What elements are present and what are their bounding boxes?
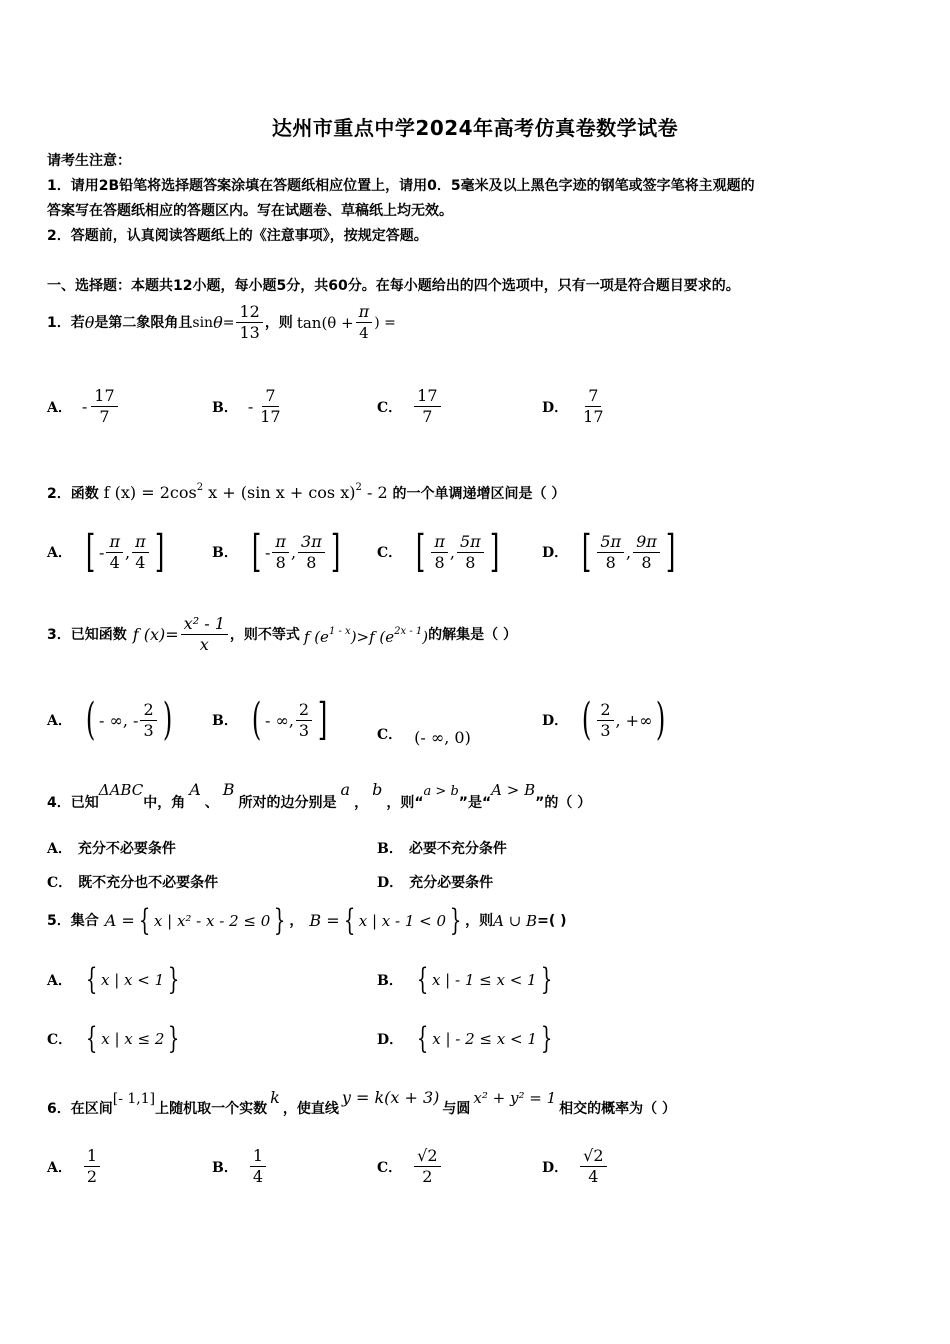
left-brace: { [416, 1021, 429, 1056]
numerator: 12 [236, 302, 262, 323]
option-label: B． [212, 545, 238, 561]
option-text: 既不充分也不必要条件 [78, 875, 219, 891]
option-label: C． [47, 875, 73, 891]
fraction [296, 700, 312, 741]
section-heading: 一、选择题：本题共12小题，每小题5分，共60分。在每小题给出的四个选项中，只有一项是符合题目要求的。 [47, 278, 740, 294]
q5-option-a[interactable] [47, 962, 183, 997]
q2-option-a[interactable] [47, 526, 168, 577]
denominator: 3 [600, 720, 611, 740]
numerator: 1 [84, 1146, 100, 1167]
q4-text: 4．已知 [47, 795, 99, 811]
q1-option-c[interactable] [377, 386, 443, 427]
option-fraction [91, 386, 117, 427]
right-brace: } [540, 1021, 553, 1056]
fraction [597, 532, 624, 573]
numerator: 2 [597, 700, 613, 721]
numerator: 17 [414, 386, 440, 407]
left-paren: ( [582, 694, 592, 745]
option-text: 充分必要条件 [409, 875, 494, 891]
q4-side-b: b [372, 780, 383, 799]
q5-option-c[interactable] [47, 1021, 184, 1056]
option-fraction [250, 1146, 266, 1187]
denominator: 17 [260, 407, 281, 426]
option-label: B． [212, 713, 238, 729]
numerator: 7 [262, 386, 278, 407]
q5-option-d[interactable] [377, 1021, 556, 1056]
q4-option-b[interactable] [377, 839, 507, 859]
set-body: x | - 1 ≤ x < 1 [431, 971, 537, 989]
q3-text: ，则不等式 [229, 626, 300, 643]
q6-text: 相交的概率为（ ） [559, 1101, 676, 1117]
page-title: 达州市重点中学2024年高考仿真卷数学试卷 [271, 116, 679, 140]
q6-text: 与圆 [442, 1101, 471, 1117]
option-label: A． [47, 1159, 72, 1176]
q1-pi-over-4 [356, 302, 373, 343]
q1-tan: tan(θ + [296, 313, 354, 332]
q1-option-d[interactable] [542, 386, 609, 427]
q5-set-b-label: B = [309, 911, 340, 930]
q3-inequality [304, 622, 428, 647]
option-fraction [84, 1146, 100, 1187]
fraction [140, 700, 156, 741]
set [82, 962, 183, 997]
option-label: C． [377, 726, 403, 743]
interval: [ - $\frac{\pi}{8}$ , $\frac{3\pi}{8}$ ] [251, 526, 341, 577]
right-bracket: ] [665, 526, 676, 577]
set-body: x | x < 1 [100, 971, 165, 989]
q4-angle-b: B [222, 780, 235, 799]
q5-text: 5．集合 [47, 913, 99, 929]
option-label: C． [377, 399, 403, 416]
q3-option-a[interactable] [47, 694, 176, 745]
q5-set-a [135, 903, 290, 938]
option-sign: - [81, 397, 88, 416]
q4-comma: ， [354, 795, 369, 811]
option-label: D． [542, 545, 569, 561]
set-body: x | - 2 ≤ x < 1 [432, 1030, 537, 1048]
q3-ineq-b: )>f (e [350, 628, 395, 646]
q5-set-b [340, 903, 466, 938]
q6-option-a[interactable] [47, 1146, 102, 1187]
option-label: C． [377, 545, 403, 561]
q2-option-b[interactable] [212, 526, 344, 577]
q1-theta: θ [84, 312, 95, 332]
left-bracket: [ [416, 526, 426, 577]
option-label: D． [542, 399, 569, 416]
interval [578, 694, 669, 745]
q6-option-d[interactable] [542, 1146, 609, 1187]
q1-option-a[interactable] [47, 386, 120, 427]
denominator: 3 [298, 720, 310, 740]
q4-side-a: a [340, 780, 351, 799]
question-1 [47, 302, 396, 343]
right-paren: ] [317, 694, 328, 745]
left-bracket: [ [582, 526, 592, 577]
q6-circle-equation: x² + y² = 1 [473, 1089, 557, 1107]
q1-option-b[interactable] [212, 386, 286, 427]
q6-line-equation: y = k(x + 3) [341, 1088, 440, 1107]
q4-text: 所对的边分别是 [238, 795, 337, 811]
q1-eq: = [222, 314, 235, 331]
q1-theta: θ [213, 312, 223, 332]
prefix: - ∞, - [99, 710, 139, 730]
numerator: 7 [585, 386, 601, 407]
q3-option-c[interactable] [377, 720, 471, 747]
option-label: C． [377, 1159, 403, 1176]
q5-set-b-body: x | x - 1 < 0 [358, 912, 447, 930]
set [82, 1021, 183, 1056]
notice-line-3: 2．答题前，认真阅读答题纸上的《注意事项》，按规定答题。 [47, 228, 428, 244]
q1-tan-end: ) = [374, 314, 396, 331]
q3-text: 3．已知函数 [47, 626, 127, 643]
prefix: - ∞, [265, 710, 294, 730]
q6-text: 6．在区间 [47, 1101, 113, 1117]
q5-set-a-body: x | x² - x - 2 ≤ 0 [153, 912, 271, 930]
question-3 [47, 614, 517, 655]
option-label: D． [542, 713, 569, 729]
q5-option-b[interactable] [377, 962, 556, 997]
right-brace: } [167, 962, 180, 997]
option-label: A． [47, 545, 72, 561]
q2-text: 的一个单调递增区间是（ ） [392, 486, 566, 502]
left-paren: ( [85, 694, 96, 745]
q6-text: 上随机取一个实数 [155, 1101, 268, 1117]
right-paren: ) [162, 694, 172, 745]
q3-text: 的解集是（ ） [428, 626, 518, 643]
left-brace: { [416, 962, 429, 997]
q1-text: 1．若 [47, 314, 85, 331]
q4-angle-a: A [189, 780, 201, 799]
q6-k: k [270, 1088, 280, 1107]
q4-text: ”的（ ） [535, 795, 592, 811]
denominator: 7 [99, 407, 110, 426]
q1-fraction [236, 302, 262, 343]
option-fraction [580, 1146, 606, 1187]
numerator: π [431, 532, 448, 553]
q5-comma: ， [289, 913, 304, 929]
q1-text: ，则 [264, 314, 293, 331]
left-brace: { [138, 903, 151, 938]
denominator: 2 [422, 1167, 433, 1186]
question-5 [47, 903, 567, 938]
numerator: 17 [91, 386, 117, 407]
denominator: 8 [275, 552, 286, 572]
denominator: 8 [465, 552, 476, 572]
question-4 [47, 780, 591, 820]
numerator: 9π [633, 532, 660, 553]
option-fraction [414, 1146, 440, 1187]
q4-option-a[interactable] [47, 839, 176, 859]
q4-option-c[interactable] [47, 873, 218, 893]
option-fraction [580, 386, 606, 427]
denominator: 4 [252, 1167, 264, 1186]
denominator: 4 [588, 1167, 599, 1186]
set [413, 962, 556, 997]
fraction [106, 532, 123, 573]
q3-exp-2: 2x - 1 [394, 626, 423, 637]
q6-interval: [- 1,1] [112, 1091, 156, 1107]
fraction [298, 532, 325, 573]
right-bracket: ] [154, 526, 164, 577]
notice-line-1: 1．请用2B铅笔将选择题答案涂填在答题纸相应位置上，请用0．5毫米及以上黑色字迹的钢笔或签字笔将主观题的 [47, 178, 755, 194]
q4-sep: 、 [204, 795, 219, 811]
numerator: √2 [580, 1146, 606, 1167]
q6-option-c[interactable] [377, 1146, 443, 1187]
right-brace: } [274, 903, 286, 938]
interval: [ $\frac{\pi}{8}$ , $\frac{5\pi}{8}$ ] [416, 526, 499, 577]
option-label: A． [47, 399, 72, 416]
question-6 [47, 1088, 676, 1128]
denominator: 8 [434, 552, 445, 572]
q6-text: ，使直线 [282, 1101, 339, 1117]
q5-union: A ∪ B [493, 912, 538, 930]
right-brace: } [449, 903, 462, 938]
q2-option-c[interactable] [377, 526, 503, 577]
q6-option-b[interactable] [212, 1146, 268, 1187]
fraction [272, 532, 289, 573]
q2-mid: x + (sin x + cos x) [203, 483, 356, 502]
denominator: 4 [109, 552, 120, 572]
suffix: , +∞ [615, 710, 653, 730]
q4-condition-1: a > b [423, 784, 459, 799]
left-brace: { [85, 1021, 98, 1056]
option-fraction [257, 386, 283, 427]
interval [248, 694, 331, 745]
option-label: B． [377, 973, 403, 989]
option-label: C． [47, 1032, 73, 1048]
option-label: A． [47, 973, 72, 989]
numerator: 1 [250, 1146, 266, 1167]
q2-text: 2．函数 [47, 486, 99, 502]
denominator: 3 [143, 720, 154, 740]
fraction [457, 532, 484, 573]
left-brace: { [85, 962, 98, 997]
numerator: 2 [296, 700, 312, 721]
q3-f: f (x)= [132, 624, 179, 644]
option-label: D． [377, 1032, 404, 1048]
q4-text: 中，角 [143, 795, 186, 811]
q2-formula [104, 483, 388, 502]
denominator: 4 [359, 324, 369, 342]
q5-text: =( ) [537, 913, 567, 929]
q3-ineq-c: ) [422, 628, 429, 646]
q3-option-b[interactable] [212, 694, 331, 745]
q4-option-d[interactable] [377, 873, 493, 893]
set-body: x | x ≤ 2 [101, 1030, 165, 1048]
fraction [633, 532, 660, 573]
numerator: π [106, 532, 123, 553]
q3-ineq-a: f (e [303, 628, 329, 646]
left-paren: ( [251, 694, 262, 745]
option-label: A． [47, 713, 72, 729]
interval: [ $\frac{5\pi}{8}$ , $\frac{9\pi}{8}$ ] [582, 526, 676, 577]
numerator: 2 [140, 700, 156, 721]
numerator: π [356, 302, 373, 323]
denominator: 13 [239, 323, 260, 342]
denominator: 7 [422, 407, 433, 426]
q2-option-d[interactable] [542, 526, 679, 577]
left-brace: { [343, 903, 355, 938]
right-bracket: ] [330, 526, 341, 577]
notice-line-2: 答案写在答题纸相应的答题区内。写在试题卷、草稿纸上均无效。 [47, 203, 453, 219]
option-label: D． [542, 1159, 569, 1176]
q4-triangle: ΔABC [98, 781, 144, 799]
option-interval: (- ∞, 0) [414, 728, 471, 747]
q1-text: 是第二象限角且 [94, 314, 193, 331]
denominator: 4 [135, 552, 146, 572]
q1-sin: sin [192, 314, 214, 331]
option-text: 必要不充分条件 [408, 841, 507, 857]
right-brace: } [168, 1021, 180, 1056]
q4-text: ，则“ [386, 795, 424, 811]
denominator: 8 [605, 552, 616, 572]
q2-sq2: 2 [355, 482, 362, 493]
right-brace: } [540, 962, 552, 997]
left-bracket: [ [85, 526, 96, 577]
q2-tail: - 2 [361, 483, 388, 502]
fraction [431, 532, 448, 573]
fraction [597, 700, 613, 741]
notice-heading: 请考生注意： [47, 153, 131, 169]
option-sign: - [247, 397, 254, 416]
numerator: π [132, 532, 149, 553]
denominator: 17 [583, 407, 604, 426]
interval: [ - $\frac{\pi}{4}$ , $\frac{\pi}{4}$ ] [85, 526, 164, 577]
fraction [132, 532, 149, 573]
option-label: B． [377, 841, 403, 857]
right-bracket: ] [489, 526, 499, 577]
denominator: 2 [86, 1167, 98, 1186]
denominator: 8 [641, 552, 652, 572]
interval [82, 694, 176, 745]
numerator: 3π [298, 532, 325, 553]
option-label: A． [47, 841, 72, 857]
q3-exp-1: 1 - x [328, 626, 351, 637]
q3-option-d[interactable] [542, 694, 670, 745]
q2-sq: 2 [196, 482, 204, 493]
numerator: 5π [597, 532, 624, 553]
numerator: x² - 1 [181, 614, 228, 635]
option-fraction [414, 386, 440, 427]
option-label: D． [377, 875, 404, 891]
q4-text: ”是“ [458, 795, 492, 811]
denominator: 8 [306, 552, 317, 572]
numerator: √2 [414, 1146, 440, 1167]
question-2 [47, 478, 565, 504]
option-label: B． [212, 1159, 238, 1176]
denominator: x [199, 635, 209, 654]
set [413, 1021, 556, 1056]
sign: - [265, 542, 271, 562]
numerator: π [272, 532, 289, 553]
right-paren: ) [656, 694, 666, 745]
q3-fraction [181, 614, 228, 655]
left-bracket: [ [251, 526, 262, 577]
q4-condition-2: A > B [491, 781, 536, 799]
q2-f: f (x) = 2cos [103, 483, 197, 502]
option-label: B． [212, 399, 238, 416]
numerator: 5π [457, 532, 484, 553]
option-text: 充分不必要条件 [77, 841, 176, 857]
q5-set-a-label: A = [104, 911, 135, 930]
sign: - [99, 542, 105, 562]
q5-text: ，则 [465, 913, 494, 929]
